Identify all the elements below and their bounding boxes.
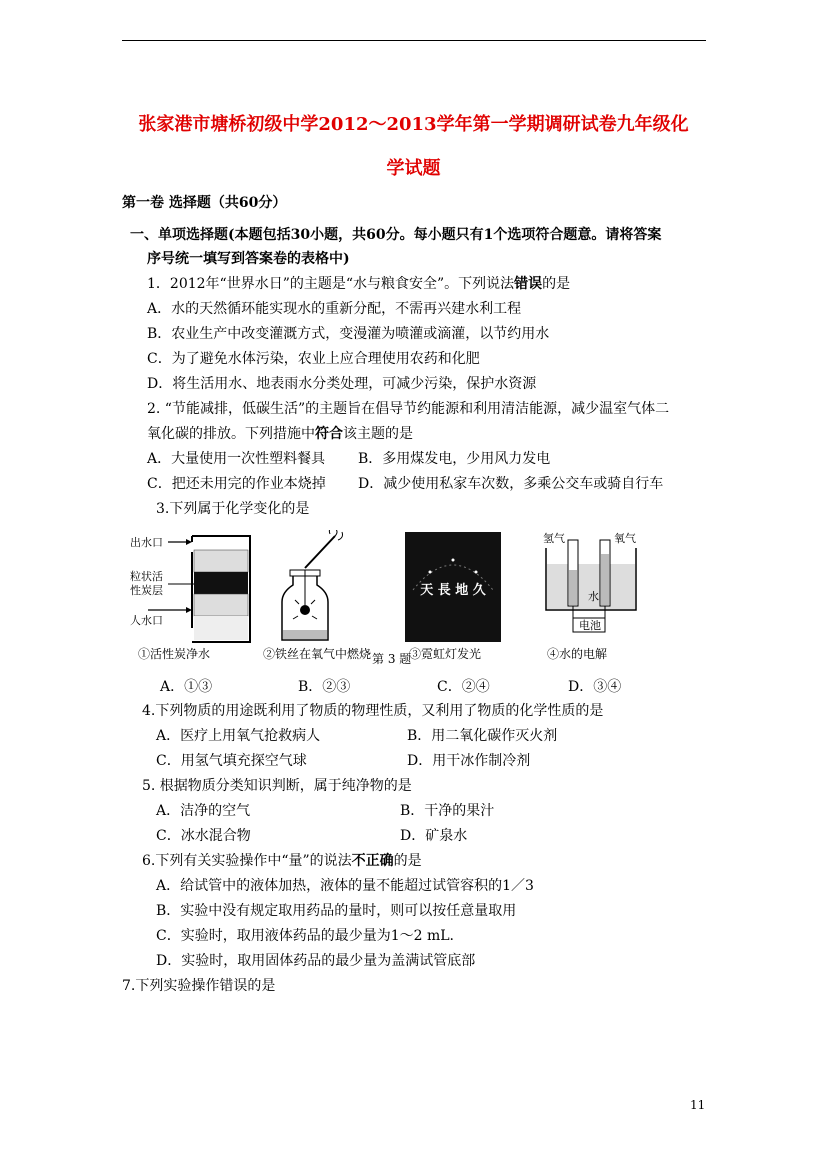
question-4-option-c: C．用氢气填充探空气球 <box>156 753 307 769</box>
page-title-line-1: 张家港市塘桥初级中学2012～2013学年第一学期调研试卷九年级化 <box>138 114 689 135</box>
question-3-option-b: B．②③ <box>298 679 351 695</box>
question-3-option-c: C．②④ <box>437 679 490 695</box>
iron-wire-illustration <box>263 530 371 661</box>
header-rule <box>122 40 706 41</box>
instruction-line-1: 一、单项选择题(本题包括30小题，共60分。每小题只有1个选项符合题意。请将答案 <box>130 227 662 243</box>
question-4-option-a: A．医疗上用氧气抢救病人 <box>156 728 321 744</box>
carbon-filter-illustration <box>130 535 250 661</box>
question-5-option-a: A．洁净的空气 <box>156 803 251 819</box>
question-2-option-d: D．减少使用私家车次数，多乘公交车或骑自行车 <box>358 476 664 492</box>
question-6-option-a: A．给试管中的液体加热，液体的量不能超过试管容积的1／3 <box>156 878 534 894</box>
question-1-option-d: D．将生活用水、地表雨水分类处理，可减少污染，保护水资源 <box>147 376 537 392</box>
question-1-option-c: C．为了避免水体污染，农业上应合理使用农药和化肥 <box>147 351 480 367</box>
label-battery: 电池 <box>579 619 601 632</box>
question-1-option-a: A．水的天然循环能实现水的重新分配，不需再兴建水利工程 <box>147 301 522 317</box>
question-3-stem: 3.下列属于化学变化的是 <box>156 501 310 517</box>
question-7-stem: 7.下列实验操作错误的是 <box>122 978 276 994</box>
caption-4: ④水的电解 <box>547 647 608 661</box>
question-2-stem-line-1: 2. “节能减排，低碳生活”的主题旨在倡导节约能源和利用清洁能源，减少温室气体二 <box>147 401 670 417</box>
question-5-stem: 5. 根据物质分类知识判断，属于纯净物的是 <box>142 778 412 794</box>
question-3-option-d: D．③④ <box>568 679 622 695</box>
question-1-stem: 1．2012年“世界水日”的主题是“水与粮食安全”。下列说法错误的是 <box>147 276 571 292</box>
neon-sign-text: 天 長 地 久 <box>420 583 486 598</box>
question-2-option-c: C．把还未用完的作业本烧掉 <box>147 476 326 492</box>
question-5-option-c: C．冰水混合物 <box>156 828 251 844</box>
label-water: 水 <box>588 590 599 603</box>
label-hydrogen: 氢气 <box>543 532 565 545</box>
neon-light-illustration <box>405 532 501 661</box>
question-3-figure <box>130 530 640 670</box>
question-4-option-d: D．用干冰作制冷剂 <box>407 753 531 769</box>
page-title-line-2: 学试题 <box>386 158 441 179</box>
question-4-stem: 4.下列物质的用途既利用了物质的物理性质，又利用了物质的化学性质的是 <box>142 703 604 719</box>
electrolysis-illustration <box>543 531 636 661</box>
question-3-option-a: A．①③ <box>160 679 213 695</box>
question-2-option-b: B．多用煤发电，少用风力发电 <box>358 451 551 467</box>
section-heading: 第一卷 选择题（共60分） <box>122 195 287 211</box>
caption-3: ③霓虹灯发光 <box>409 647 482 661</box>
caption-2: ②铁丝在氧气中燃烧 <box>263 647 372 661</box>
label-oxygen: 氧气 <box>614 532 636 545</box>
question-6-option-d: D．实验时，取用固体药品的最少量为盖满试管底部 <box>156 953 476 969</box>
figure-caption: 第 3 题 <box>372 652 412 666</box>
question-2-stem-line-2: 氧化碳的排放。下列措施中符合该主题的是 <box>147 426 413 442</box>
question-6-option-b: B．实验中没有规定取用药品的量时，则可以按任意量取用 <box>156 903 517 919</box>
page-number: 11 <box>690 1098 706 1112</box>
question-1-option-b: B．农业生产中改变灌溉方式，变漫灌为喷灌或滴灌，以节约用水 <box>147 326 550 342</box>
label-inlet: 人水口 <box>130 614 163 627</box>
question-2-option-a: A．大量使用一次性塑料餐具 <box>147 451 326 467</box>
question-4-option-b: B．用二氧化碳作灭火剂 <box>407 728 558 744</box>
question-5-option-d: D．矿泉水 <box>400 828 468 844</box>
question-6-stem: 6.下列有关实验操作中“量”的说法不正确的是 <box>142 853 422 869</box>
question-5-option-b: B．干净的果汁 <box>400 803 495 819</box>
label-layer-line-2: 性炭层 <box>130 584 163 597</box>
label-outlet: 出水口 <box>130 536 163 549</box>
instruction-line-2: 序号统一填写到答案卷的表格中) <box>147 251 350 267</box>
question-6-option-c: C．实验时，取用液体药品的最少量为1～2 mL. <box>156 928 454 944</box>
label-layer-line-1: 粒状活 <box>130 570 163 583</box>
caption-1: ①活性炭净水 <box>138 647 211 661</box>
